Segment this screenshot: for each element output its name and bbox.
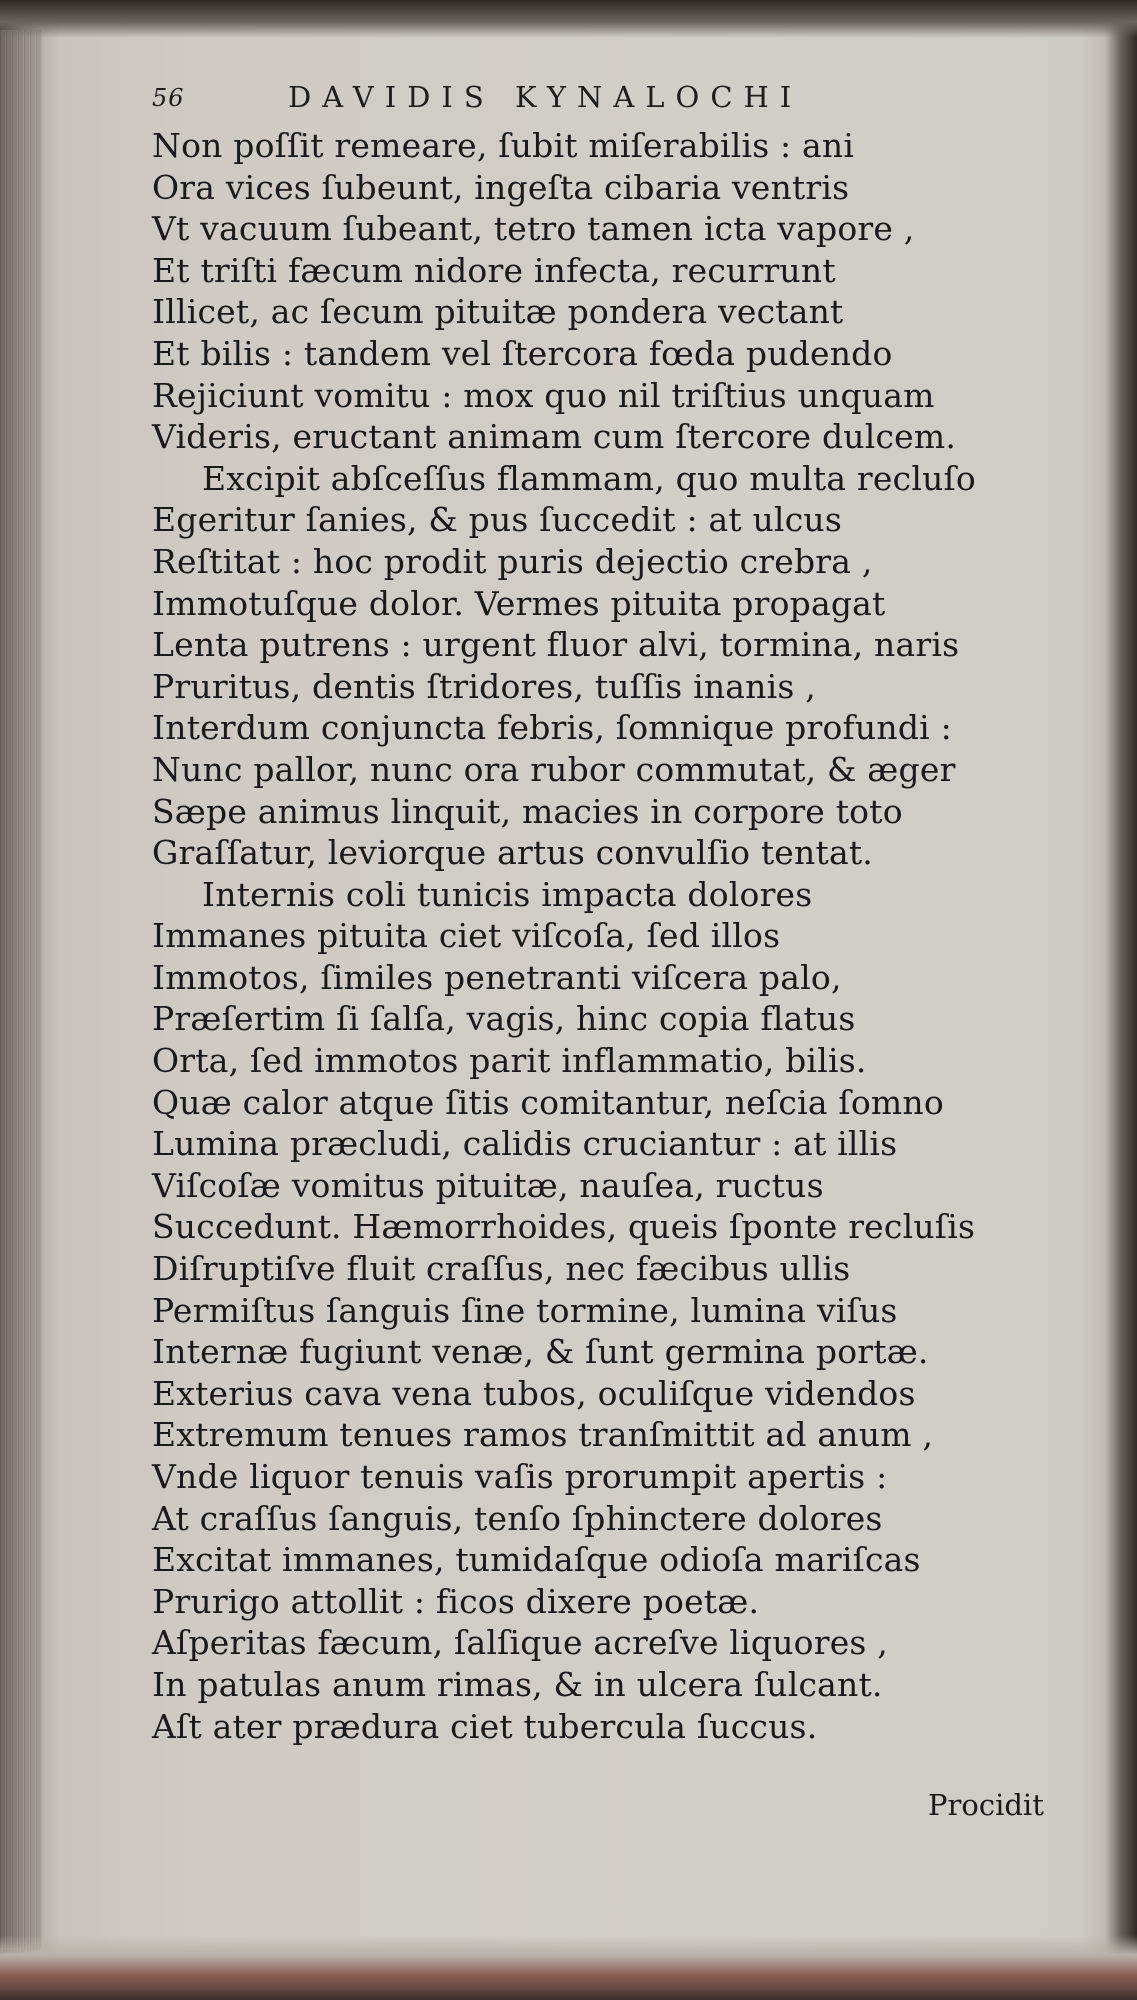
verse-line: Aſt ater prædura ciet tubercula ſuccus. (152, 1706, 818, 1746)
verse-line: Vnde liquor tenuis vaſis prorumpit apertis : (152, 1457, 888, 1496)
verse-line: Succedunt. Hæmorrhoides, queis ſponte recluſis (152, 1207, 976, 1247)
verse-line: Interdum conjuncta febris, ſomnique profundi : (152, 708, 952, 748)
verse-line: Permiſtus ſanguis ſine tormine, lumina viſus (152, 1290, 898, 1330)
running-head: DAVIDIS KYNALOCHI (288, 80, 803, 114)
verse-line: Exterius cava vena tubos, oculiſque videndos (152, 1373, 916, 1413)
page-header (152, 80, 932, 120)
verse-line: Diſruptiſve fluit craſſus, nec fæcibus ullis (152, 1249, 851, 1289)
verse-line: Egeritur ſanies, & pus ſuccedit : at ulcus (152, 500, 842, 540)
verse-line: Rejiciunt vomitu : mox quo nil triſtius unquam (152, 375, 935, 415)
top-shadow (0, 0, 1137, 38)
verse-line: Extremum tenues ramos tranſmittit ad anum , (152, 1415, 934, 1455)
verse-line: Immanes pituita ciet viſcoſa, ſed illos (152, 916, 781, 956)
page-bottom-edge (0, 1935, 1137, 2000)
verse-line: Internæ fugiunt venæ, & ſunt germina portæ. (152, 1332, 929, 1372)
verse-line: Sæpe animus linquit, macies in corpore toto (152, 791, 903, 831)
verse-line: Immotuſque dolor. Vermes pituita propagat (152, 583, 886, 623)
verse-line: Lumina præcludi, calidis cruciantur : at illis (152, 1124, 898, 1164)
verse-line: Illicet, ac ſecum pituitæ pondera vectant (152, 292, 844, 332)
catchword: Procidit (928, 1788, 1044, 1822)
verse-line: Internis coli tunicis impacta dolores (202, 874, 813, 914)
verse-line: Excitat immanes, tumidaſque odioſa mariſcas (152, 1540, 921, 1580)
verse-line: Aſperitas fæcum, ſalſique acreſve liquores , (152, 1623, 888, 1663)
book-page-edges (0, 30, 42, 1950)
verse-text (152, 125, 1052, 1747)
verse-line: In patulas anum rimas, & in ulcera ſulcant. (152, 1664, 883, 1704)
verse-line: Præſertim ſi ſalſa, vagis, hinc copia flatus (152, 999, 856, 1039)
page-number: 56 (152, 84, 185, 112)
verse-line: Videris, eructant animam cum ſtercore dulcem. (152, 417, 957, 457)
verse-line: Prurigo attollit : ficos dixere poetæ. (152, 1581, 760, 1621)
verse-line: Pruritus, dentis ſtridores, tuſſis inanis , (152, 666, 816, 706)
verse-line: Lenta putrens : urgent fluor alvi, tormina, naris (152, 625, 960, 665)
verse-line: Graſſatur, leviorque artus convulſio tentat. (152, 833, 873, 873)
verse-line: Et bilis : tandem vel ſtercora fœda pudendo (152, 333, 893, 373)
verse-line: Nunc pallor, nunc ora rubor commutat, & æger (152, 749, 956, 789)
verse-line: Vt vacuum ſubeant, tetro tamen icta vapore , (152, 209, 915, 249)
verse-line: At craſſus ſanguis, tenſo ſphinctere dolores (152, 1498, 883, 1538)
verse-line: Reſtitat : hoc prodit puris dejectio crebra , (152, 541, 873, 581)
verse-line: Immotos, ſimiles penetranti viſcera palo, (152, 957, 842, 997)
verse-line: Excipit abſceſſus flammam, quo multa recluſo (202, 458, 977, 498)
verse-line: Orta, ſed immotos parit inflammatio, bilis. (152, 1041, 867, 1081)
verse-line: Quæ calor atque ſitis comitantur, neſcia ſomno (152, 1082, 944, 1122)
verse-line: Et triſti fæcum nidore infecta, recurrunt (152, 250, 836, 290)
verse-line: Non poſſit remeare, ſubit miſerabilis : ani (152, 126, 855, 165)
verse-line: Viſcoſæ vomitus pituitæ, nauſea, ructus (152, 1165, 824, 1205)
verse-line: Ora vices ſubeunt, ingeſta cibaria ventris (152, 167, 850, 207)
